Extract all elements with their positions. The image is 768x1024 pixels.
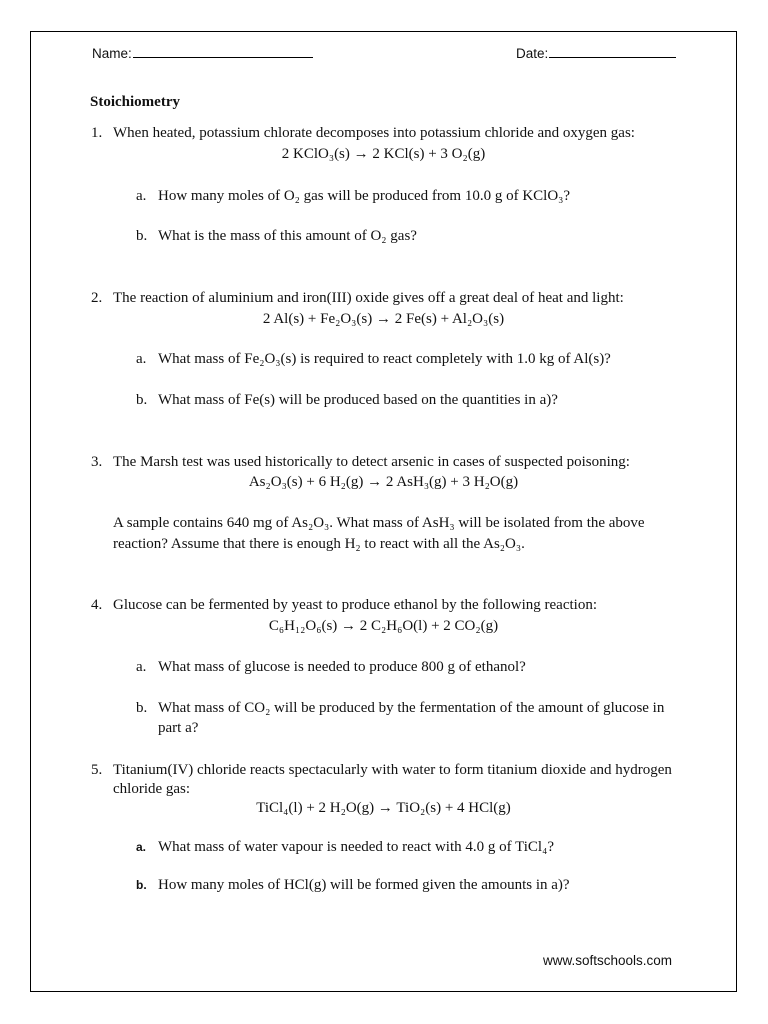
q5-part-b-label: b. <box>136 878 147 892</box>
question-5-number: 5. <box>91 762 103 778</box>
q4-part-b-label: b. <box>136 700 148 716</box>
question-3-body-line-1: A sample contains 640 mg of As₂O₃. What mass of AsH₃ will be isolated from the above <box>113 515 645 531</box>
footer-website: www.softschools.com <box>543 953 673 968</box>
date-label: Date: <box>516 46 549 61</box>
question-3-text: The Marsh test was used historically to detect arsenic in cases of suspected poisoning: <box>113 454 630 470</box>
q1-part-b-text: What is the mass of this amount of O₂ gas? <box>158 228 417 244</box>
question-5-equation: TiCl₄(l) + 2 H₂O(g) → TiO₂(s) + 4 HCl(g) <box>256 800 511 816</box>
question-4-equation: C₆H₁₂O₆(s) → 2 C₂H₆O(l) + 2 CO₂(g) <box>268 618 499 634</box>
question-1-number: 1. <box>91 125 103 141</box>
question-1-equation: 2 KClO₃(s) → 2 KCl(s) + 3 O₂(g) <box>281 146 486 162</box>
q1-part-a-text: How many moles of O₂ gas will be produced from 10.0 g of KClO₃? <box>158 188 571 204</box>
question-2-text: The reaction of aluminium and iron(III) oxide gives off a great deal of heat and light: <box>113 290 624 306</box>
q4-part-a-text: What mass of glucose is needed to produce 800 g of ethanol? <box>158 659 526 675</box>
q2-part-b-label: b. <box>136 392 148 408</box>
question-5-text: Titanium(IV) chloride reacts spectacularly with water to form titanium dioxide and hydrogen <box>113 762 672 778</box>
page-title: Stoichiometry <box>90 94 180 110</box>
q4-part-b-text-line-2: part a? <box>158 720 199 736</box>
date-field <box>516 46 676 61</box>
q2-part-b-text: What mass of Fe(s) will be produced based on the quantities in a)? <box>158 392 558 408</box>
q5-part-b-text: How many moles of HCl(g) will be formed given the amounts in a)? <box>158 877 570 893</box>
q2-part-a-label: a. <box>136 351 147 367</box>
question-4-number: 4. <box>91 597 103 613</box>
question-2-number: 2. <box>91 290 103 306</box>
q2-part-a-text: What mass of Fe₂O₃(s) is required to react completely with 1.0 kg of Al(s)? <box>158 351 611 367</box>
q5-part-a-text: What mass of water vapour is needed to react with 4.0 g of TiCl₄? <box>158 839 554 855</box>
name-field <box>92 46 313 61</box>
question-5-text-line-2: chloride gas: <box>113 781 191 797</box>
date-line[interactable] <box>549 56 676 58</box>
q1-part-a-label: a. <box>136 188 147 204</box>
name-line[interactable] <box>133 56 313 58</box>
question-2-equation: 2 Al(s) + Fe₂O₃(s) → 2 Fe(s) + Al₂O₃(s) <box>262 311 505 327</box>
q5-part-a-label: a. <box>136 840 147 854</box>
q4-part-b-text: What mass of CO₂ will be produced by the fermentation of the amount of glucose in <box>158 700 665 716</box>
q4-part-a-label: a. <box>136 659 147 675</box>
name-label: Name: <box>92 46 132 61</box>
q1-part-b-label: b. <box>136 228 148 244</box>
question-4-text: Glucose can be fermented by yeast to produce ethanol by the following reaction: <box>113 597 597 613</box>
question-3-equation: As₂O₃(s) + 6 H₂(g) → 2 AsH₃(g) + 3 H₂O(g) <box>248 474 519 490</box>
question-3-number: 3. <box>91 454 103 470</box>
question-1-text: When heated, potassium chlorate decomposes into potassium chloride and oxygen gas: <box>113 125 635 141</box>
question-3-body-line-2: reaction? Assume that there is enough H₂ to react with all the As₂O₃. <box>113 536 525 552</box>
